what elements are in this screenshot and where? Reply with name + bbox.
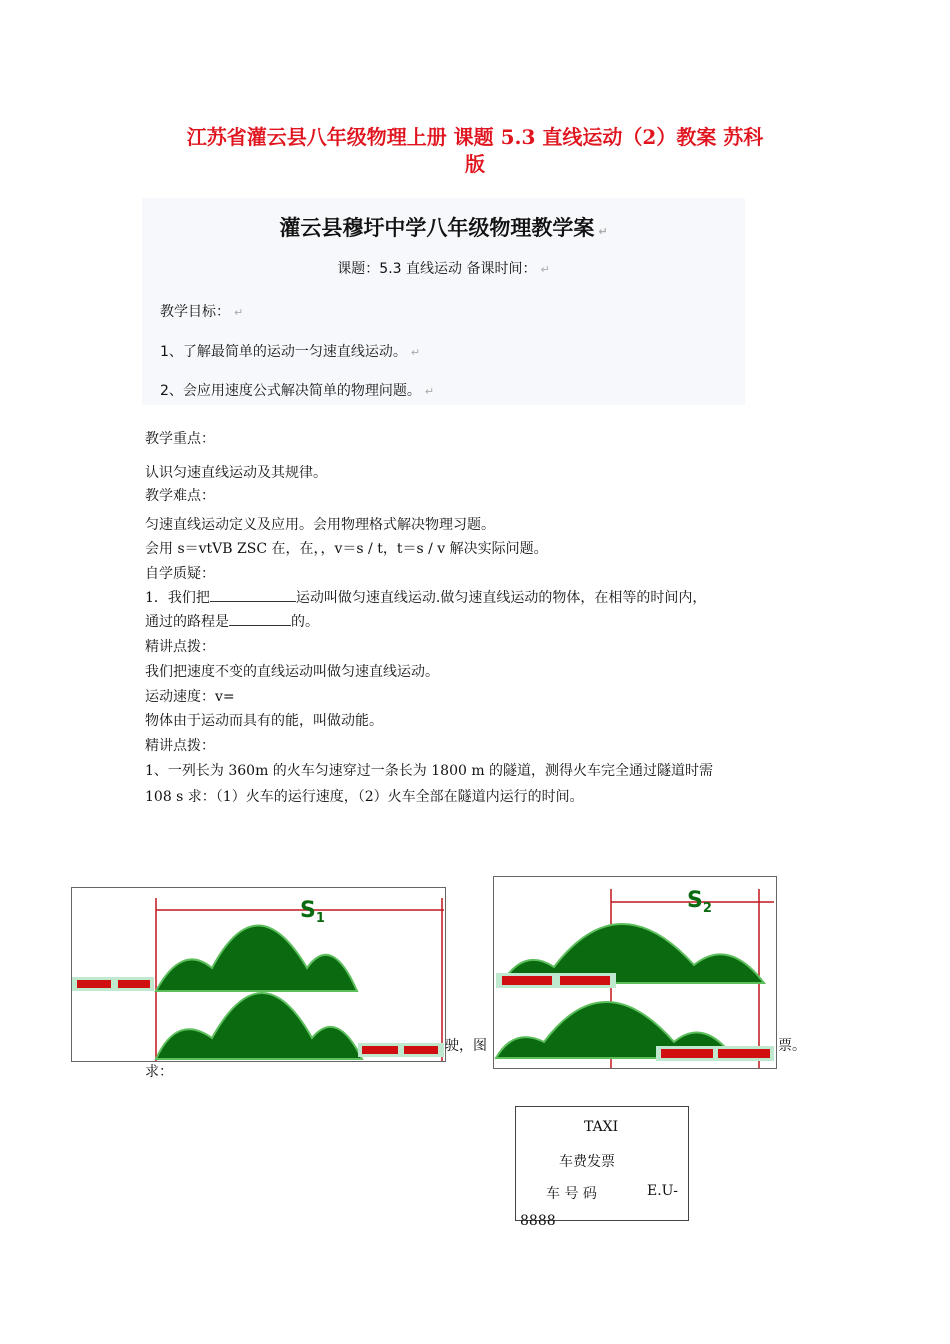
lesson-plan-header-image	[142, 198, 745, 405]
self-study-label: 自学质疑：	[145, 566, 215, 582]
problem-line-2: 108 s 求：（1）火车的运行速度，（2）火车全部在隧道内运行的时间。	[145, 789, 584, 805]
train-s2-before	[496, 973, 616, 988]
hill-bottom	[156, 993, 362, 1059]
taxi-number-value: E.U-	[647, 1183, 678, 1199]
focus-label: 教学重点：	[145, 431, 215, 447]
goal-2: 2、会应用速度公式解决简单的物理问题。 ↵	[160, 383, 435, 399]
question-1-line-1: 1．我们把 运动叫做匀速直线运动.做匀速直线运动的物体，在相等的时间内，	[145, 587, 706, 607]
focus-text: 认识匀速直线运动及其规律。	[145, 465, 327, 481]
speed-label: 运动速度：v=	[145, 689, 235, 705]
school-heading: 灌云县穆圩中学八年级物理教学案 ↵	[279, 216, 608, 240]
s1-label: $S_1$	[300, 898, 325, 926]
tunnel-figure-s1	[71, 887, 446, 1062]
text-fragment-drive: 驶，图	[445, 1038, 487, 1054]
s2-label: $S_2$	[687, 888, 712, 916]
question-1-line-2: 通过的路程是 的。	[145, 611, 319, 631]
tunnel-diagram-s1	[72, 888, 445, 1061]
formula-text: 会用 s＝vtVB ZSC 在，在，，v＝s / t，t＝s / v 解决实际问题。	[145, 541, 548, 557]
taxi-number-continued: 8888	[520, 1213, 556, 1229]
answer-blank-1[interactable]	[210, 587, 296, 602]
train-s2-after	[656, 1046, 774, 1061]
difficulty-text: 匀速直线运动定义及应用。会用物理格式解决物理习题。	[145, 517, 495, 533]
explain-label: 精讲点拨：	[145, 639, 215, 655]
title-line-1: 江苏省灌云县八年级物理上册 课题 5.3 直线运动（2）教案 苏科	[186, 125, 764, 149]
kinetic-energy-text: 物体由于运动而具有的能，叫做动能。	[145, 713, 383, 729]
lesson-subtitle: 课题：5.3 直线运动 备课时间： ↵	[337, 261, 550, 277]
taxi-receipt	[515, 1106, 689, 1221]
taxi-number-label: 车 号 码	[546, 1186, 597, 1202]
goals-label: 教学目标： ↵	[160, 304, 244, 320]
tunnel-diagram-s2	[494, 877, 776, 1068]
title-line-2: 版	[465, 152, 485, 176]
text-fragment-ticket: 票。	[778, 1038, 806, 1054]
problem-line-1: 1、一列长为 360m 的火车匀速穿过一条长为 1800 m 的隧道，测得火车完全通过隧道时需	[145, 763, 714, 779]
hill-top	[156, 926, 357, 992]
train-s1-after	[358, 1043, 444, 1057]
taxi-title: TAXI	[584, 1119, 619, 1135]
goal-1: 1、了解最简单的运动一匀速直线运动。 ↵	[160, 344, 421, 360]
text-fragment-ask: 求：	[145, 1064, 173, 1080]
difficulty-label: 教学难点：	[145, 488, 215, 504]
explain-label-2: 精讲点拨：	[145, 738, 215, 754]
document-title	[100, 124, 850, 178]
explain-text: 我们把速度不变的直线运动叫做匀速直线运动。	[145, 664, 439, 680]
tunnel-figure-s2	[493, 876, 777, 1069]
taxi-receipt-label: 车费发票	[559, 1154, 615, 1170]
answer-blank-2[interactable]	[229, 611, 291, 626]
train-s1-before	[72, 977, 154, 991]
